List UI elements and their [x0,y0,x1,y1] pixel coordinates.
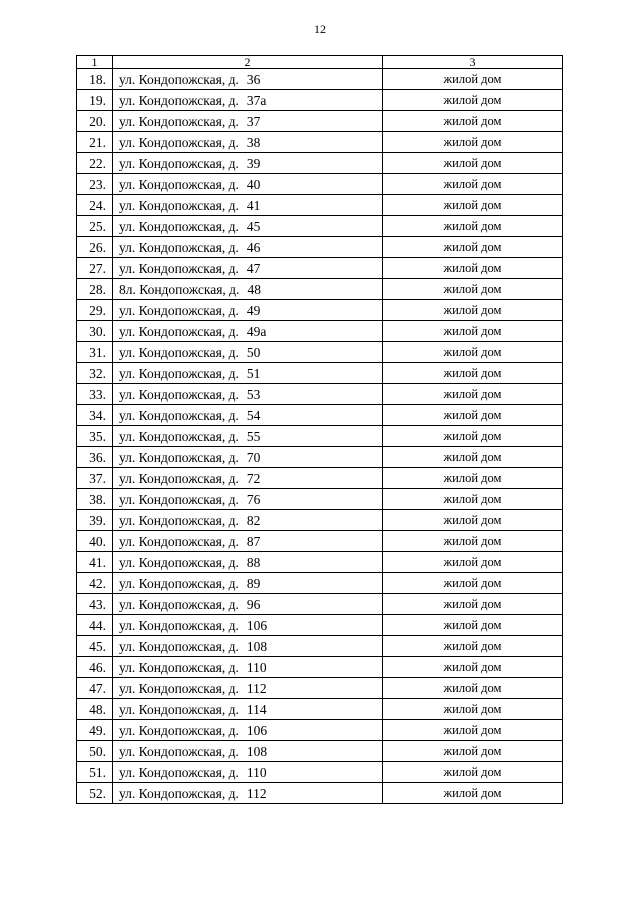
row-number: 25. [77,216,113,237]
row-number: 33. [77,384,113,405]
address-cell [113,216,383,237]
building-type: жилой дом [383,699,563,720]
address-cell [113,279,383,300]
street-text: ул. Кондопожская, д. [119,323,239,339]
table-row [77,573,563,594]
street-text: ул. Кондопожская, д. [119,764,239,780]
house-number: 53 [246,386,261,402]
row-number: 43. [77,594,113,615]
address-cell [113,531,383,552]
address-cell [113,657,383,678]
address-cell [113,363,383,384]
street-text: ул. Кондопожская, д. [119,197,239,213]
house-number: 51 [246,365,261,381]
house-number: 106 [246,617,268,633]
house-number: 40 [246,176,261,192]
row-number: 47. [77,678,113,699]
table-row [77,783,563,804]
address-cell [113,342,383,363]
table-row [77,699,563,720]
table-row [77,447,563,468]
building-type: жилой дом [383,510,563,531]
table-row [77,195,563,216]
street-text: ул. Кондопожская, д. [119,785,239,801]
address-cell [113,636,383,657]
house-number: 72 [246,470,261,486]
table-row [77,657,563,678]
table-row [77,762,563,783]
page-number: 12 [314,22,326,36]
row-number: 35. [77,426,113,447]
table-row [77,384,563,405]
building-type: жилой дом [383,405,563,426]
address-cell [113,741,383,762]
table-row [77,363,563,384]
building-type: жилой дом [383,153,563,174]
column-header-1: 1 [77,56,113,69]
table-row [77,90,563,111]
address-cell [113,447,383,468]
address-cell [113,195,383,216]
building-type: жилой дом [383,762,563,783]
building-type: жилой дом [383,216,563,237]
building-type: жилой дом [383,741,563,762]
street-text: ул. Кондопожская, д. [119,680,239,696]
row-number: 39. [77,510,113,531]
row-number: 27. [77,258,113,279]
house-number: 37а [246,92,267,108]
table-row [77,69,563,90]
building-type: жилой дом [383,615,563,636]
building-type: жилой дом [383,573,563,594]
house-number: 45 [246,218,261,234]
address-cell [113,300,383,321]
building-type: жилой дом [383,363,563,384]
address-cell [113,405,383,426]
building-type: жилой дом [383,174,563,195]
street-text: ул. Кондопожская, д. [119,596,239,612]
row-number: 24. [77,195,113,216]
street-text: ул. Кондопожская, д. [119,575,239,591]
building-type: жилой дом [383,657,563,678]
house-number: 114 [246,701,267,717]
house-number: 70 [246,449,261,465]
table-row [77,741,563,762]
table-row [77,321,563,342]
street-text: ул. Кондопожская, д. [119,155,239,171]
table-row [77,258,563,279]
street-text: ул. Кондопожская, д. [119,365,239,381]
street-text: ул. Кондопожская, д. [119,554,239,570]
street-text: ул. Кондопожская, д. [119,428,239,444]
house-number: 41 [246,197,261,213]
column-header-3: 3 [383,56,563,69]
house-number: 46 [246,239,261,255]
table-row [77,489,563,510]
house-number: 96 [246,596,261,612]
house-number: 36 [246,71,261,87]
address-cell [113,783,383,804]
building-type: жилой дом [383,111,563,132]
building-type: жилой дом [383,258,563,279]
house-number: 110 [246,659,267,675]
row-number: 28. [77,279,113,300]
building-type: жилой дом [383,342,563,363]
address-cell [113,69,383,90]
street-text: ул. Кондопожская, д. [119,617,239,633]
house-number: 110 [246,764,267,780]
street-text: ул. Кондопожская, д. [119,449,239,465]
table-row [77,531,563,552]
row-number: 49. [77,720,113,741]
house-number: 106 [246,722,268,738]
street-text: ул. Кондопожская, д. [119,113,239,129]
address-cell [113,762,383,783]
building-type: жилой дом [383,552,563,573]
building-type: жилой дом [383,426,563,447]
table-row [77,216,563,237]
building-type: жилой дом [383,300,563,321]
building-type: жилой дом [383,90,563,111]
row-number: 37. [77,468,113,489]
house-number: 39 [246,155,261,171]
address-cell [113,258,383,279]
row-number: 34. [77,405,113,426]
table-row [77,405,563,426]
house-number: 112 [246,785,267,801]
table-body [77,69,563,804]
row-number: 19. [77,90,113,111]
address-cell [113,384,383,405]
building-type: жилой дом [383,132,563,153]
address-cell [113,132,383,153]
building-type: жилой дом [383,447,563,468]
building-type: жилой дом [383,468,563,489]
row-number: 38. [77,489,113,510]
column-header-2: 2 [113,56,383,69]
house-number: 76 [246,491,261,507]
street-text: ул. Кондопожская, д. [119,470,239,486]
row-number: 48. [77,699,113,720]
table-row [77,342,563,363]
row-number: 22. [77,153,113,174]
house-number: 48 [247,281,261,297]
table-row [77,552,563,573]
street-text: ул. Кондопожская, д. [119,743,239,759]
row-number: 32. [77,363,113,384]
address-cell [113,426,383,447]
row-number: 52. [77,783,113,804]
table-row [77,426,563,447]
row-number: 51. [77,762,113,783]
building-type: жилой дом [383,384,563,405]
address-cell [113,615,383,636]
address-cell [113,720,383,741]
street-text: ул. Кондопожская, д. [119,71,239,87]
table-row [77,678,563,699]
street-text: ул. Кондопожская, д. [119,218,239,234]
table-row [77,174,563,195]
building-type: жилой дом [383,783,563,804]
address-cell [113,594,383,615]
building-type: жилой дом [383,489,563,510]
row-number: 20. [77,111,113,132]
street-text: ул. Кондопожская, д. [119,386,239,402]
house-number: 88 [246,554,261,570]
house-number: 112 [246,680,267,696]
address-table [76,55,563,804]
table-row [77,132,563,153]
address-cell [113,573,383,594]
house-number: 38 [246,134,261,150]
house-number: 54 [246,407,261,423]
building-type: жилой дом [383,720,563,741]
table-row [77,111,563,132]
house-number: 55 [246,428,261,444]
table-row [77,594,563,615]
table-row [77,237,563,258]
house-number: 108 [246,743,268,759]
street-text: ул. Кондопожская, д. [119,134,239,150]
house-number: 89 [246,575,261,591]
street-text: ул. Кондопожская, д. [119,659,239,675]
building-type: жилой дом [383,195,563,216]
building-type: жилой дом [383,69,563,90]
street-text: ул. Кондопожская, д. [119,176,239,192]
row-number: 29. [77,300,113,321]
row-number: 40. [77,531,113,552]
row-number: 31. [77,342,113,363]
address-cell [113,510,383,531]
address-cell [113,699,383,720]
house-number: 49а [246,323,267,339]
row-number: 18. [77,69,113,90]
table-row [77,615,563,636]
house-number: 47 [246,260,261,276]
address-cell [113,489,383,510]
row-number: 41. [77,552,113,573]
row-number: 44. [77,615,113,636]
address-cell [113,468,383,489]
house-number: 108 [246,638,268,654]
row-number: 30. [77,321,113,342]
building-type: жилой дом [383,321,563,342]
house-number: 50 [246,344,261,360]
building-type: жилой дом [383,678,563,699]
street-text: ул. Кондопожская, д. [119,302,239,318]
street-text: ул. Кондопожская, д. [119,407,239,423]
house-number: 82 [246,512,261,528]
row-number: 50. [77,741,113,762]
row-number: 36. [77,447,113,468]
building-type: жилой дом [383,531,563,552]
street-text: ул. Кондопожская, д. [119,92,239,108]
house-number: 49 [246,302,261,318]
street-text: ул. Кондопожская, д. [119,533,239,549]
address-cell [113,111,383,132]
address-cell [113,237,383,258]
row-number: 46. [77,657,113,678]
building-type: жилой дом [383,594,563,615]
street-text: ул. Кондопожская, д. [119,239,239,255]
street-text: ул. Кондопожская, д. [119,344,239,360]
address-cell [113,678,383,699]
street-text: ул. Кондопожская, д. [119,701,239,717]
building-type: жилой дом [383,279,563,300]
row-number: 45. [77,636,113,657]
table-row [77,300,563,321]
street-text: 8л. Кондопожская, д. [119,281,240,297]
street-text: ул. Кондопожская, д. [119,260,239,276]
table-row [77,279,563,300]
table-header-row [77,56,563,69]
row-number: 21. [77,132,113,153]
street-text: ул. Кондопожская, д. [119,512,239,528]
street-text: ул. Кондопожская, д. [119,722,239,738]
table-row [77,720,563,741]
house-number: 87 [246,533,261,549]
building-type: жилой дом [383,237,563,258]
row-number: 42. [77,573,113,594]
street-text: ул. Кондопожская, д. [119,638,239,654]
house-number: 37 [246,113,261,129]
address-cell [113,153,383,174]
address-cell [113,321,383,342]
row-number: 23. [77,174,113,195]
address-cell [113,174,383,195]
table-row [77,636,563,657]
table-row [77,510,563,531]
table-row [77,153,563,174]
address-cell [113,90,383,111]
building-type: жилой дом [383,636,563,657]
row-number: 26. [77,237,113,258]
table-row [77,468,563,489]
street-text: ул. Кондопожская, д. [119,491,239,507]
address-cell [113,552,383,573]
